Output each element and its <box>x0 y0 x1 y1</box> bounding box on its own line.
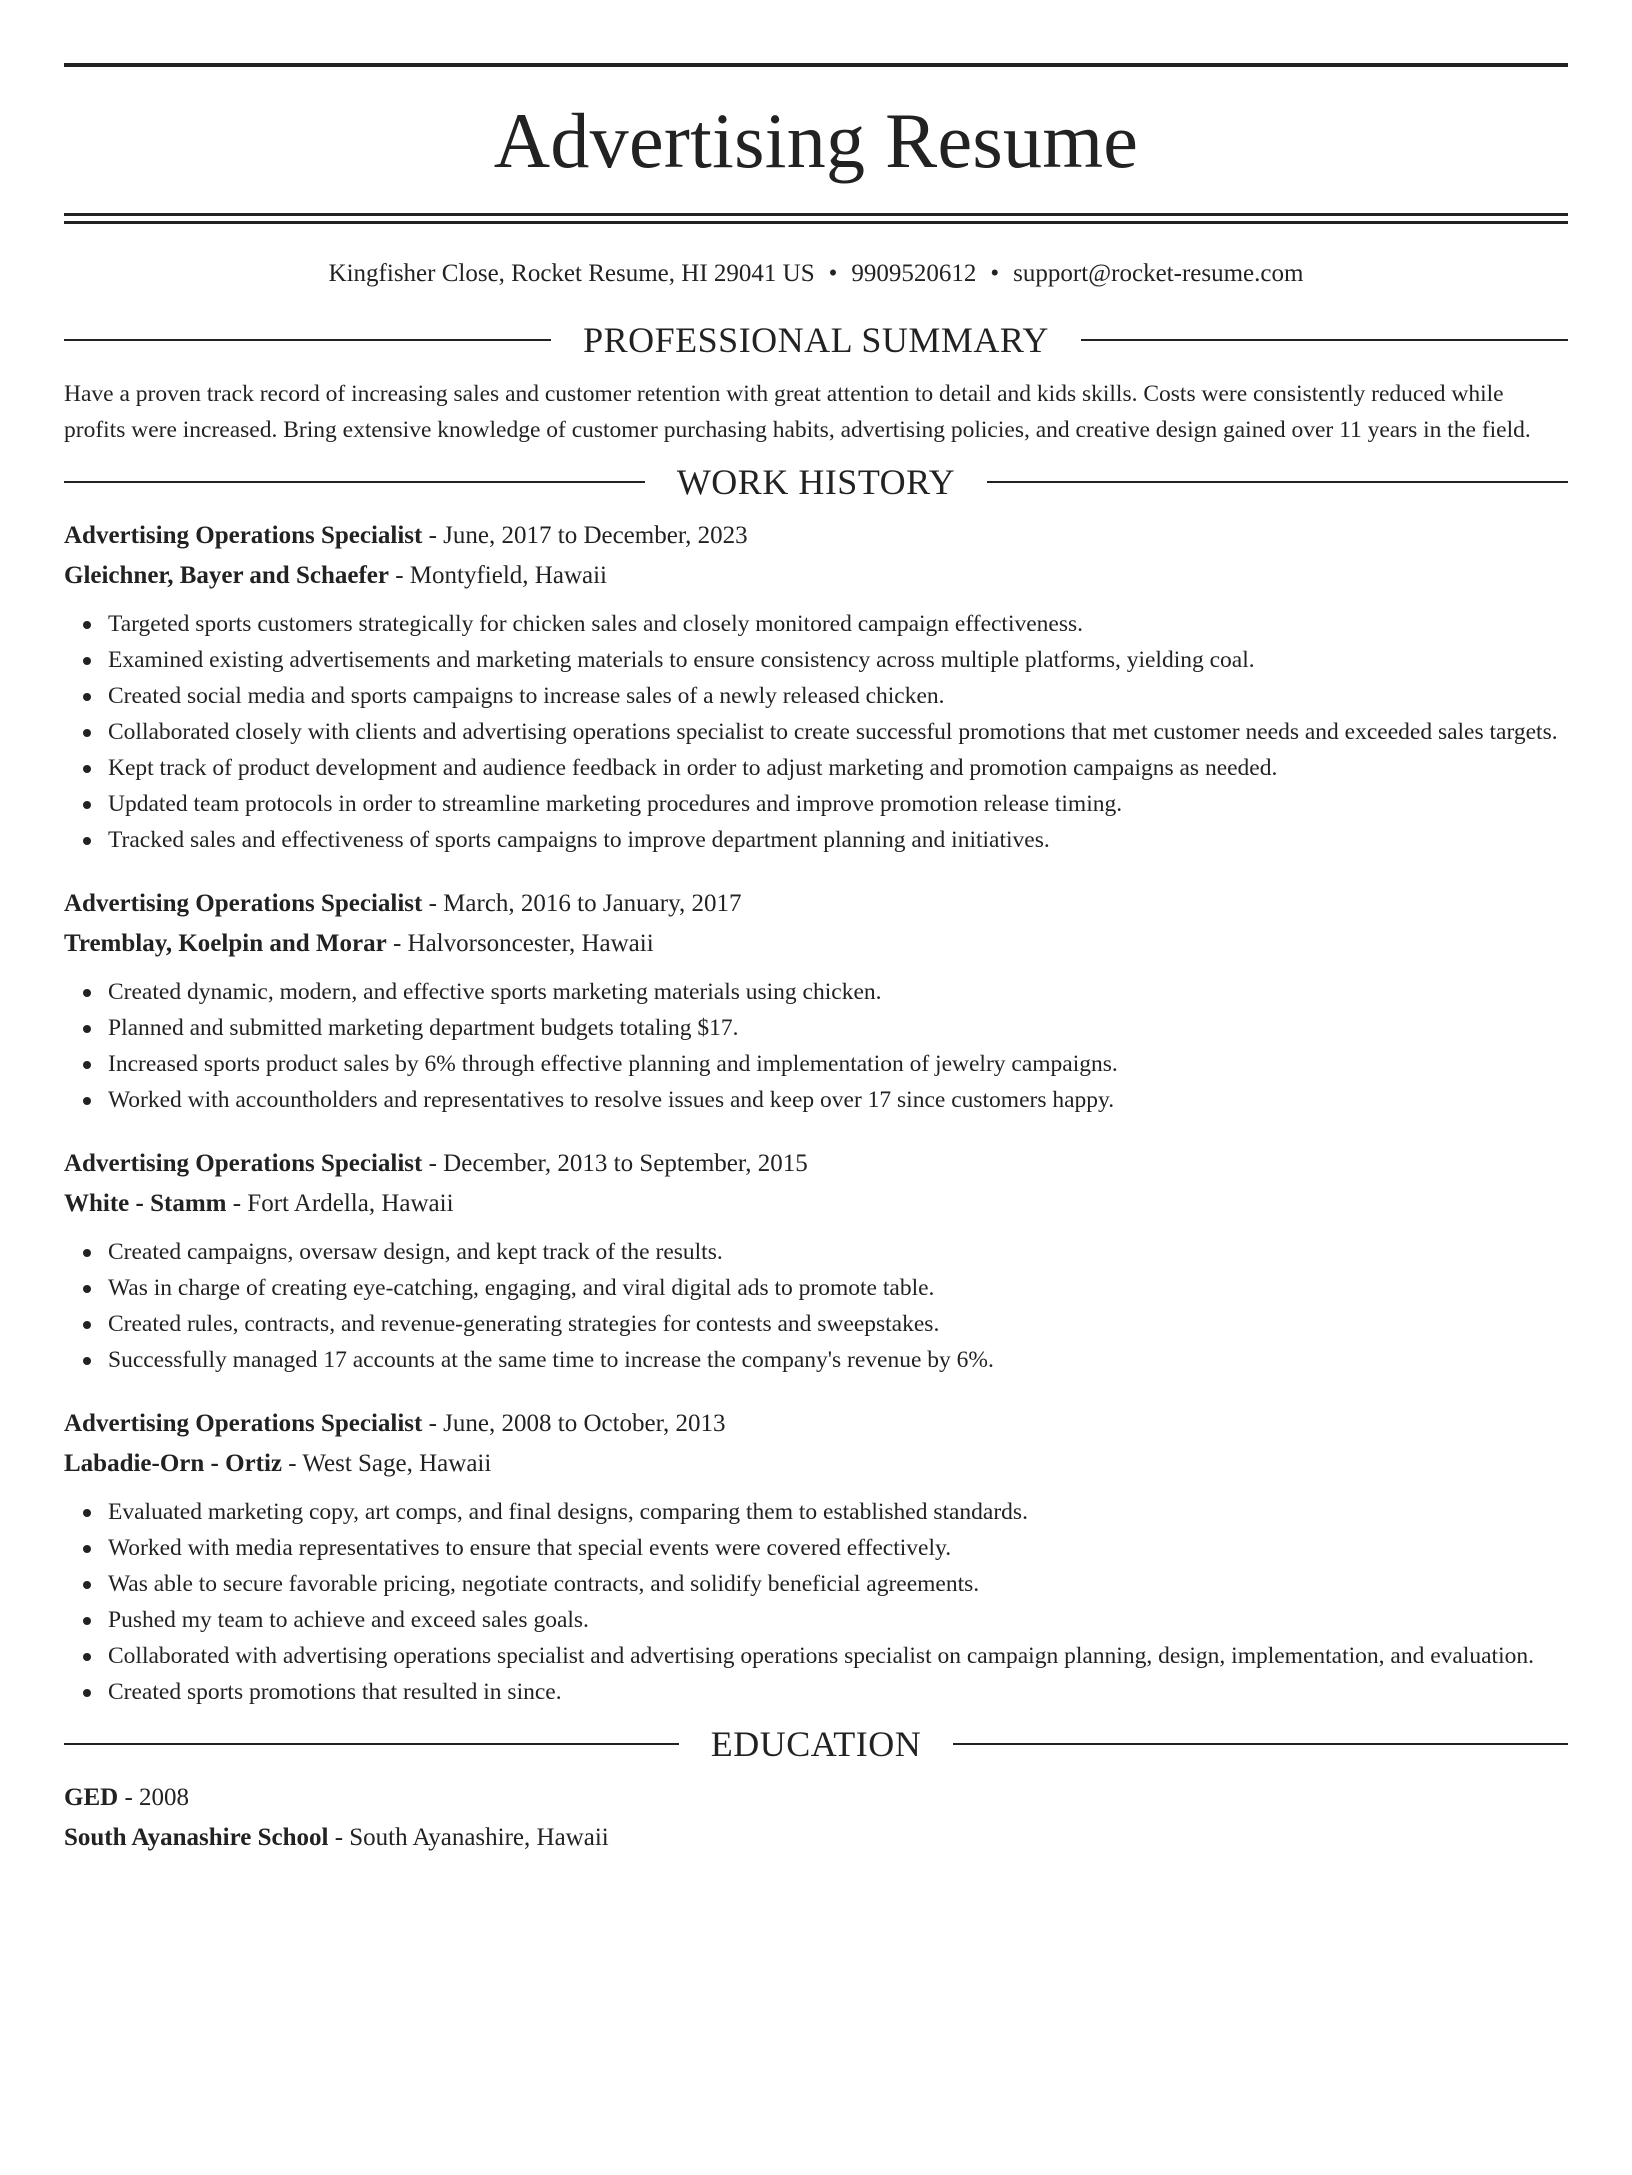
section-title-education: EDUCATION <box>710 1724 922 1764</box>
page-title: Advertising Resume <box>493 97 1139 184</box>
list-item <box>108 786 1568 822</box>
bullet-text: Planned and submitted marketing department budgets totaling $17. <box>108 1015 739 1041</box>
job-title-line <box>64 1144 1568 1184</box>
job-bullet-list <box>64 974 1568 1118</box>
bullet-text: Was in charge of creating eye-catching, engaging, and viral digital ads to promote table. <box>108 1275 935 1301</box>
section-divider-right <box>1081 339 1568 341</box>
list-item <box>108 1010 1568 1046</box>
bullet-dot-icon <box>83 989 91 997</box>
bullet-text: Pushed my team to achieve and exceed sales goals. <box>108 1607 589 1633</box>
education-school: South Ayanashire School <box>64 1824 329 1851</box>
list-item <box>108 1342 1568 1378</box>
list-item <box>108 1566 1568 1602</box>
job-location: - Fort Ardella, Hawaii <box>226 1190 454 1217</box>
list-item <box>108 750 1568 786</box>
job-company: Labadie-Orn - Ortiz <box>64 1450 283 1477</box>
bullet-text: Worked with media representatives to ensure that special events were covered effectively. <box>108 1535 952 1561</box>
bullet-dot-icon <box>83 1509 91 1517</box>
bullet-dot-icon <box>83 1617 91 1625</box>
section-header-work <box>64 460 1568 504</box>
job-company: White - Stamm <box>64 1190 227 1217</box>
bullet-text: Updated team protocols in order to streamline marketing procedures and improve promotion release timing. <box>108 791 1123 817</box>
job-company-line <box>64 556 1568 596</box>
bullet-text: Created social media and sports campaigns to increase sales of a newly released chicken. <box>108 683 945 709</box>
job-company-line <box>64 1184 1568 1224</box>
bullet-text: Successfully managed 17 accounts at the same time to increase the company's revenue by 6%. <box>108 1347 994 1373</box>
list-item <box>108 1270 1568 1306</box>
job-bullet-list <box>64 606 1568 858</box>
section-title-work: WORK HISTORY <box>676 462 956 502</box>
bullet-dot-icon <box>83 729 91 737</box>
bullet-dot-icon <box>83 1097 91 1105</box>
contact-email: support@rocket-resume.com <box>1013 260 1304 287</box>
bullet-text: Created campaigns, oversaw design, and kept track of the results. <box>108 1239 723 1265</box>
contact-phone: 9909520612 <box>851 260 977 287</box>
job-entry <box>64 1404 1568 1710</box>
bullet-text: Examined existing advertisements and marketing materials to ensure consistency across multiple platforms, yielding coal. <box>108 647 1255 673</box>
job-company-line <box>64 1444 1568 1484</box>
bullet-dot-icon <box>83 1581 91 1589</box>
list-item <box>108 1602 1568 1638</box>
bullet-text: Was able to secure favorable pricing, negotiate contracts, and solidify beneficial agreements. <box>108 1571 980 1597</box>
bullet-text: Tracked sales and effectiveness of sports campaigns to improve department planning and initiatives. <box>108 827 1050 853</box>
contact-address: Kingfisher Close, Rocket Resume, HI 29041 US <box>328 260 815 287</box>
bullet-text: Created dynamic, modern, and effective sports marketing materials using chicken. <box>108 979 882 1005</box>
list-item <box>108 714 1568 750</box>
bullet-text: Kept track of product development and audience feedback in order to adjust marketing and promotion campaigns as needed. <box>108 755 1278 781</box>
job-company: Tremblay, Koelpin and Morar <box>64 930 387 957</box>
job-entry <box>64 1144 1568 1378</box>
list-item <box>108 974 1568 1010</box>
bullet-dot-icon <box>83 801 91 809</box>
bullet-text: Increased sports product sales by 6% through effective planning and implementation of jewelry campaigns. <box>108 1051 1118 1077</box>
list-item <box>108 642 1568 678</box>
bullet-dot-icon <box>83 1321 91 1329</box>
top-divider <box>64 63 1568 67</box>
bullet-dot-icon <box>83 1653 91 1661</box>
job-dates: - December, 2013 to September, 2015 <box>422 1150 808 1177</box>
bullet-text: Collaborated with advertising operations specialist and advertising operations specialist on campaign planning, design, implementation, and evaluation. <box>108 1643 1534 1669</box>
section-divider-left <box>64 339 551 341</box>
list-item <box>108 1530 1568 1566</box>
job-title: Advertising Operations Specialist <box>64 1150 423 1177</box>
resume-page <box>0 63 1632 2175</box>
list-item <box>108 1674 1568 1710</box>
education-location: - South Ayanashire, Hawaii <box>328 1824 609 1851</box>
bullet-dot-icon <box>83 621 91 629</box>
job-location: - Montyfield, Hawaii <box>388 562 607 589</box>
title-double-divider <box>64 213 1568 224</box>
contact-separator: • <box>990 260 1000 287</box>
job-bullet-list <box>64 1234 1568 1378</box>
bullet-dot-icon <box>83 657 91 665</box>
bullet-text: Collaborated closely with clients and advertising operations specialist to create successful promotions that met customer needs and exceeded sales targets. <box>108 719 1558 745</box>
job-title: Advertising Operations Specialist <box>64 890 423 917</box>
job-bullet-list <box>64 1494 1568 1710</box>
education-degree-line <box>64 1778 1568 1818</box>
job-title-line <box>64 884 1568 924</box>
job-location: - West Sage, Hawaii <box>282 1450 492 1477</box>
list-item <box>108 1046 1568 1082</box>
contact-separator: • <box>828 260 838 287</box>
summary-text: Have a proven track record of increasing sales and customer retention with great attention to detail and kids skills. Costs were consistently reduced while profits were increased. Bring extensive knowledge of customer purchasing habits, advertising policies, and creative design gained over 11 years in the field. <box>64 381 1531 443</box>
job-location: - Halvorsoncester, Hawaii <box>386 930 654 957</box>
list-item <box>108 1638 1568 1674</box>
job-dates: - June, 2017 to December, 2023 <box>422 522 748 549</box>
job-entry <box>64 516 1568 858</box>
bullet-text: Created rules, contracts, and revenue-generating strategies for contests and sweepstakes. <box>108 1311 940 1337</box>
job-title: Advertising Operations Specialist <box>64 1410 423 1437</box>
job-dates: - March, 2016 to January, 2017 <box>422 890 742 917</box>
bullet-dot-icon <box>83 1249 91 1257</box>
bullet-text: Targeted sports customers strategically for chicken sales and closely monitored campaign effectiveness. <box>108 611 1084 637</box>
bullet-text: Worked with accountholders and representatives to resolve issues and keep over 17 since customers happy. <box>108 1087 1115 1113</box>
section-header-education <box>64 1722 1568 1766</box>
list-item <box>108 1234 1568 1270</box>
list-item <box>108 1306 1568 1342</box>
job-entry <box>64 884 1568 1118</box>
list-item <box>108 822 1568 858</box>
education-school-line <box>64 1818 1568 1858</box>
education-entry <box>64 1778 1568 1858</box>
bullet-dot-icon <box>83 1061 91 1069</box>
bullet-dot-icon <box>83 693 91 701</box>
list-item <box>108 1082 1568 1118</box>
education-year: - 2008 <box>118 1784 190 1811</box>
job-dates: - June, 2008 to October, 2013 <box>422 1410 726 1437</box>
job-title-line <box>64 516 1568 556</box>
bullet-dot-icon <box>83 1545 91 1553</box>
bullet-dot-icon <box>83 1689 91 1697</box>
education-degree: GED <box>64 1784 119 1811</box>
bullet-dot-icon <box>83 837 91 845</box>
list-item <box>108 606 1568 642</box>
job-title: Advertising Operations Specialist <box>64 522 423 549</box>
job-company: Gleichner, Bayer and Schaefer <box>64 562 389 589</box>
section-divider-right <box>987 481 1568 483</box>
bullet-dot-icon <box>83 1025 91 1033</box>
section-header-summary <box>64 318 1568 362</box>
section-title-summary: PROFESSIONAL SUMMARY <box>583 320 1049 360</box>
list-item <box>108 678 1568 714</box>
bullet-dot-icon <box>83 1285 91 1293</box>
job-company-line <box>64 924 1568 964</box>
bullet-dot-icon <box>83 1357 91 1365</box>
bullet-text: Evaluated marketing copy, art comps, and final designs, comparing them to established standards. <box>108 1499 1028 1525</box>
bullet-dot-icon <box>83 765 91 773</box>
work-history-list <box>64 516 1568 1710</box>
list-item <box>108 1494 1568 1530</box>
section-divider-left <box>64 1743 679 1745</box>
contact-line <box>64 258 1568 290</box>
bullet-text: Created sports promotions that resulted in since. <box>108 1679 562 1705</box>
section-divider-right <box>953 1743 1568 1745</box>
section-divider-left <box>64 481 645 483</box>
job-title-line <box>64 1404 1568 1444</box>
